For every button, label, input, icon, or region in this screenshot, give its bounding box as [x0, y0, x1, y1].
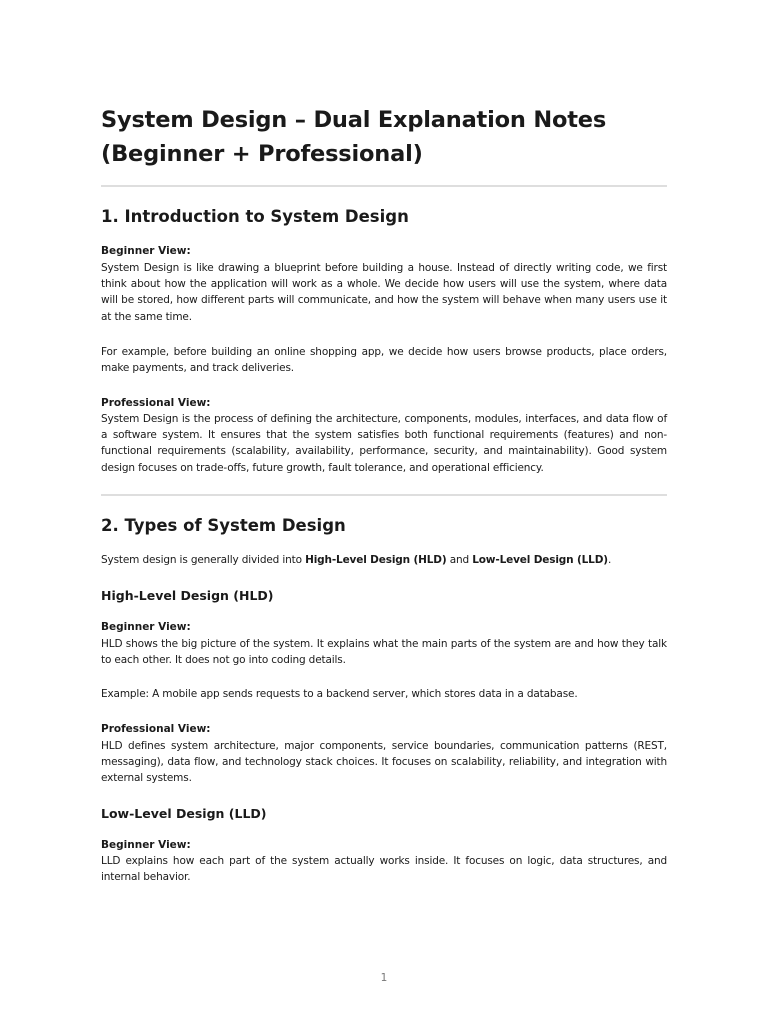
section-1-example-text: For example, before building an online shopping app, we decide how users browse products, place orders, make payments, and track deliveries.: [101, 346, 667, 375]
intro-lld-term: Low-Level Design (LLD): [472, 554, 608, 566]
hld-professional-label: Professional View:: [101, 723, 211, 735]
document-title: [101, 103, 667, 171]
lld-beginner-text: LLD explains how each part of the system actually works inside. It focuses on logic, data structures, and internal behavior.: [101, 855, 667, 884]
section-1-beginner-text: System Design is like drawing a blueprint before building a house. Instead of directly writing code, we first think about how the application will work as a whole. We decide how users will use the system, where data will be stored, how different parts will communicate, and how the system will behave when many users use it at the same time.: [101, 262, 667, 323]
section-1-heading: 1. Introduction to System Design: [101, 207, 409, 226]
section-1-professional-label: Professional View:: [101, 397, 211, 409]
hld-example-text: Example: A mobile app sends requests to a backend server, which stores data in a database.: [101, 688, 578, 700]
section-2-heading: 2. Types of System Design: [101, 516, 346, 535]
title-line-1: System Design – Dual Explanation Notes: [101, 107, 607, 133]
hld-heading: High-Level Design (HLD): [101, 588, 274, 603]
section-1-professional-text: System Design is the process of defining the architecture, components, modules, interfaces, and data flow of a software system. It ensures that the system satisfies both functional requirements (features) and non-functional requirements (scalability, availability, performance, security, and maintainability). Good system design focuses on trade-offs, future growth, fault tolerance, and operational efficiency.: [101, 413, 667, 474]
hld-professional-text: HLD defines system architecture, major components, service boundaries, communication patterns (REST, messaging), data flow, and technology stack choices. It focuses on scalability, reliability, and integration with external systems.: [101, 740, 667, 785]
section-1-beginner-label: Beginner View:: [101, 245, 191, 257]
title-line-2: (Beginner + Professional): [101, 141, 423, 167]
intro-and: and: [446, 554, 473, 566]
hld-beginner-label: Beginner View:: [101, 621, 191, 633]
divider: [101, 494, 667, 496]
lld-beginner-label: Beginner View:: [101, 839, 191, 851]
divider: [101, 185, 667, 187]
page-number: 1: [380, 972, 388, 984]
hld-beginner-text: HLD shows the big picture of the system. It explains what the main parts of the system are and how they talk to each other. It does not go into coding details.: [101, 638, 667, 667]
intro-prefix: System design is generally divided into: [101, 554, 306, 566]
intro-hld-term: High-Level Design (HLD): [305, 554, 447, 566]
intro-suffix: .: [607, 554, 612, 566]
lld-heading: Low-Level Design (LLD): [101, 806, 267, 821]
section-2-intro: [101, 552, 667, 568]
